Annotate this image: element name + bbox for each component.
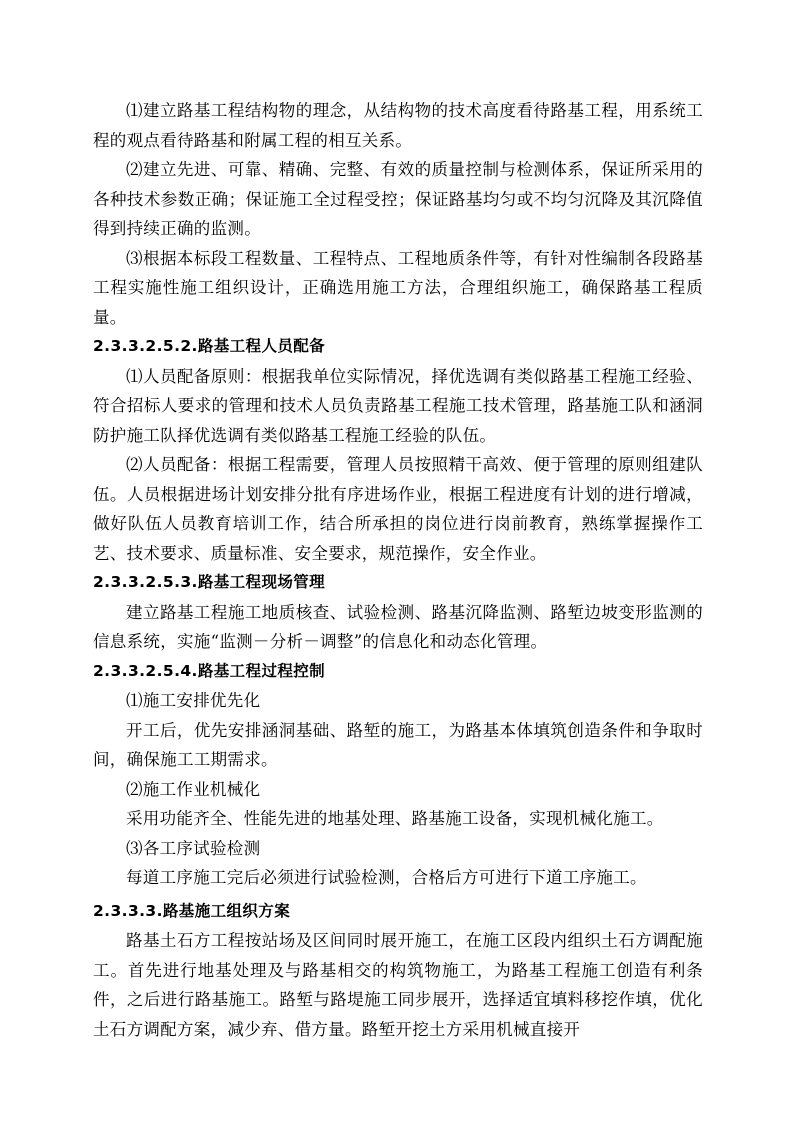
list-item-testing: ⑶各工序试验检测 [126, 838, 261, 858]
section-heading-site-management: 2.3.3.2.5.3.路基工程现场管理 [93, 573, 326, 591]
paragraph-testing: 每道工序施工完后必须进行试验检测，合格后方可进行下道工序施工。 [126, 868, 647, 887]
paragraph-monitoring-system: 建立路基工程施工地质核查、试验检测、路基沉降监测、路堑边坡变形监测的信息系统，实施“监测－分析－调整”的信息化和动态化管理。 [93, 602, 703, 651]
section-heading-process-control: 2.3.3.2.5.4.路基工程过程控制 [93, 661, 326, 680]
paragraph-structure-concept: ⑴建立路基工程结构物的理念，从结构物的技术高度看待路基工程，用系统工程的观点看待路基和附属工程的相互关系。 [93, 101, 703, 150]
paragraph-staffing-principle: ⑴人员配备原则：根据我单位实际情况，择优选调有类似路基工程施工经验、符合招标人要求的管理和技术人员负责路基工程施工技术管理，路基施工队和涵洞防护施工队择优选调有类似路基工程施工经验的队伍。 [93, 366, 703, 445]
document-body [93, 96, 703, 1044]
section-heading-staffing: 2.3.3.2.5.2.路基工程人员配备 [93, 337, 326, 355]
list-item-priority-scheduling: ⑴施工安排优先化 [126, 691, 261, 710]
list-item-mechanization: ⑵施工作业机械化 [126, 779, 261, 799]
paragraph-mechanization: 采用功能齐全、性能先进的地基处理、路基施工设备，实现机械化施工。 [126, 809, 664, 828]
paragraph-quality-control-system: ⑵建立先进、可靠、精确、完整、有效的质量控制与检测体系，保证所采用的各种技术参数正确；保证施工全过程受控；保证路基均匀或不均匀沉降及其沉降值得到持续正确的监测。 [93, 160, 703, 238]
paragraph-earthwork-plan: 路基土石方工程按站场及区间同时展开施工，在施工区段内组织土石方调配施工。首先进行地基处理及与路基相交的构筑物施工，为路基工程施工创造有利条件，之后进行路基施工。路堑与路堤施工同步展开，选择适宜填料移挖作填，优化土石方调配方案，减少弃、借方量。路堑开挖土方采用机械直接开 [93, 931, 703, 1039]
paragraph-construction-design: ⑶根据本标段工程数量、工程特点、工程地质条件等，有针对性编制各段路基工程实施性施工组织设计，正确选用施工方法，合理组织施工，确保路基工程质量。 [93, 248, 703, 327]
paragraph-priority-scheduling: 开工后，优先安排涵洞基础、路堑的施工，为路基本体填筑创造条件和争取时间，确保施工工期需求。 [93, 720, 703, 769]
section-heading-organization-plan: 2.3.3.3.路基施工组织方案 [93, 901, 291, 920]
paragraph-staffing-detail: ⑵人员配备：根据工程需要，管理人员按照精干高效、便于管理的原则组建队伍。人员根据进场计划安排分批有序进场作业，根据工程进度有计划的进行增减，做好队伍人员教育培训工作，结合所承担的岗位进行岗前教育，熟练掌握操作工艺、技术要求、质量标准、安全要求，规范操作，安全作业。 [93, 455, 703, 563]
